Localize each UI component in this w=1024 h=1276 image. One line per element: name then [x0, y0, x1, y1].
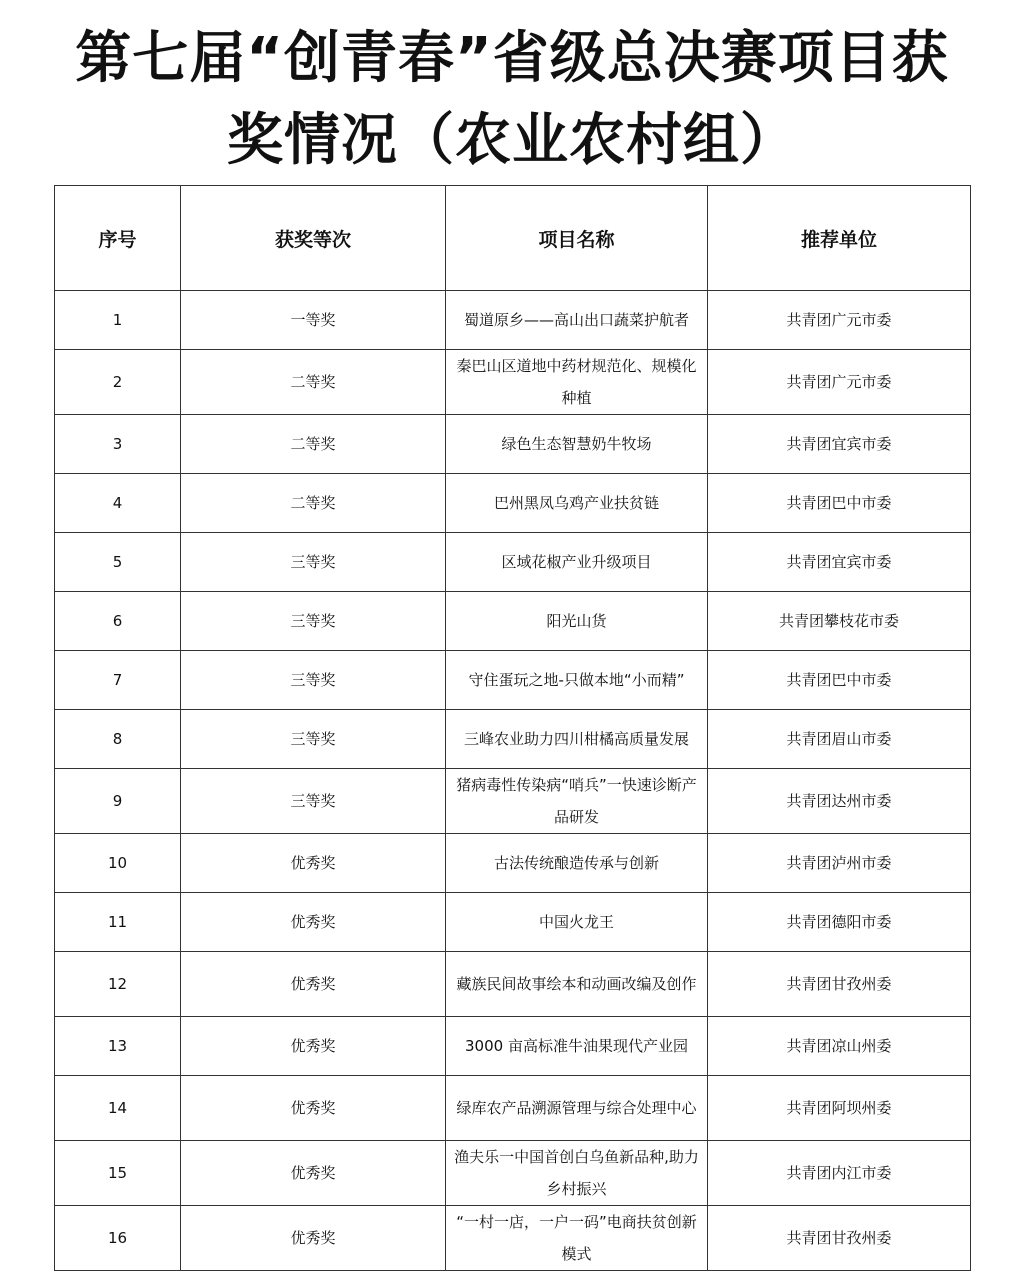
cell-no: 3	[55, 415, 181, 474]
cell-award: 三等奖	[181, 533, 446, 592]
cell-no: 15	[55, 1141, 181, 1206]
table-row	[55, 710, 971, 769]
cell-project: 渔夫乐一中国首创白乌鱼新品种,助力乡村振兴	[446, 1141, 708, 1206]
cell-project: 蜀道原乡——高山出口蔬菜护航者	[446, 291, 708, 350]
table-row	[55, 651, 971, 710]
cell-project: 三峰农业助力四川柑橘高质量发展	[446, 710, 708, 769]
cell-project: 守住蛋玩之地-只做本地“小而精”	[446, 651, 708, 710]
cell-no: 4	[55, 474, 181, 533]
cell-unit: 共青团德阳市委	[708, 893, 971, 952]
cell-award: 二等奖	[181, 474, 446, 533]
cell-award: 二等奖	[181, 350, 446, 415]
cell-award: 三等奖	[181, 651, 446, 710]
cell-no: 8	[55, 710, 181, 769]
cell-project: 绿色生态智慧奶牛牧场	[446, 415, 708, 474]
cell-no: 10	[55, 834, 181, 893]
cell-award: 三等奖	[181, 710, 446, 769]
table-row	[55, 1017, 971, 1076]
cell-no: 7	[55, 651, 181, 710]
cell-no: 5	[55, 533, 181, 592]
table-row	[55, 474, 971, 533]
cell-unit: 共青团巴中市委	[708, 474, 971, 533]
header-project-name: 项目名称	[446, 186, 708, 291]
cell-unit: 共青团甘孜州委	[708, 1206, 971, 1271]
cell-unit: 共青团宜宾市委	[708, 415, 971, 474]
table-row	[55, 1141, 971, 1206]
cell-project: 3000 亩高标准牛油果现代产业园	[446, 1017, 708, 1076]
cell-unit: 共青团眉山市委	[708, 710, 971, 769]
cell-unit: 共青团凉山州委	[708, 1017, 971, 1076]
table-row	[55, 415, 971, 474]
cell-project: 藏族民间故事绘本和动画改编及创作	[446, 952, 708, 1017]
cell-award: 优秀奖	[181, 834, 446, 893]
cell-award: 优秀奖	[181, 893, 446, 952]
awards-table	[54, 185, 971, 1271]
table-row	[55, 533, 971, 592]
cell-award: 三等奖	[181, 592, 446, 651]
cell-project: 区域花椒产业升级项目	[446, 533, 708, 592]
header-serial-number: 序号	[55, 186, 181, 291]
cell-unit: 共青团宜宾市委	[708, 533, 971, 592]
table-row	[55, 769, 971, 834]
cell-unit: 共青团甘孜州委	[708, 952, 971, 1017]
cell-unit: 共青团泸州市委	[708, 834, 971, 893]
cell-no: 6	[55, 592, 181, 651]
table-row	[55, 834, 971, 893]
table-row	[55, 1206, 971, 1271]
cell-award: 优秀奖	[181, 1076, 446, 1141]
table-row	[55, 893, 971, 952]
header-recommending-unit: 推荐单位	[708, 186, 971, 291]
cell-award: 三等奖	[181, 769, 446, 834]
cell-no: 13	[55, 1017, 181, 1076]
table-row	[55, 952, 971, 1017]
cell-award: 二等奖	[181, 415, 446, 474]
cell-no: 14	[55, 1076, 181, 1141]
cell-project: 阳光山货	[446, 592, 708, 651]
cell-unit: 共青团广元市委	[708, 291, 971, 350]
cell-unit: 共青团达州市委	[708, 769, 971, 834]
cell-unit: 共青团巴中市委	[708, 651, 971, 710]
cell-no: 2	[55, 350, 181, 415]
table-row	[55, 350, 971, 415]
cell-award: 优秀奖	[181, 1141, 446, 1206]
table-row	[55, 592, 971, 651]
cell-award: 优秀奖	[181, 952, 446, 1017]
cell-no: 1	[55, 291, 181, 350]
cell-unit: 共青团阿坝州委	[708, 1076, 971, 1141]
page-title	[40, 18, 984, 182]
cell-project: 猪病毒性传染病“哨兵”一快速诊断产品研发	[446, 769, 708, 834]
cell-project: 中国火龙王	[446, 893, 708, 952]
cell-no: 9	[55, 769, 181, 834]
cell-project: 巴州黑凤乌鸡产业扶贫链	[446, 474, 708, 533]
cell-unit: 共青团广元市委	[708, 350, 971, 415]
cell-unit: 共青团攀枝花市委	[708, 592, 971, 651]
cell-no: 12	[55, 952, 181, 1017]
cell-award: 优秀奖	[181, 1017, 446, 1076]
cell-project: 绿库农产品溯源管理与综合处理中心	[446, 1076, 708, 1141]
cell-award: 一等奖	[181, 291, 446, 350]
title-line-1: 第七届“创青春”省级总决赛项目获	[75, 26, 949, 91]
cell-no: 11	[55, 893, 181, 952]
cell-project: 秦巴山区道地中药材规范化、规模化种植	[446, 350, 708, 415]
table-header-row	[55, 186, 971, 291]
cell-project: “一村一店，一户一码”电商扶贫创新模式	[446, 1206, 708, 1271]
table-row	[55, 291, 971, 350]
cell-no: 16	[55, 1206, 181, 1271]
table-row	[55, 1076, 971, 1141]
title-line-2: 奖情况（农业农村组）	[227, 108, 797, 173]
cell-project: 古法传统酿造传承与创新	[446, 834, 708, 893]
cell-award: 优秀奖	[181, 1206, 446, 1271]
cell-unit: 共青团内江市委	[708, 1141, 971, 1206]
header-award-level: 获奖等次	[181, 186, 446, 291]
